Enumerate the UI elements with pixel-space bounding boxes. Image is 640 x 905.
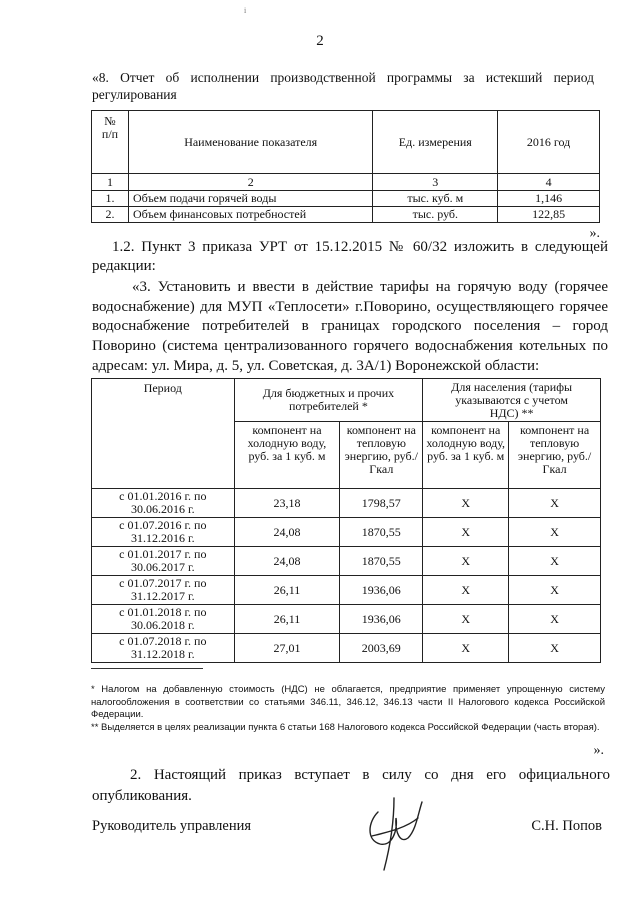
period-end: 31.12.2016 г. [131, 531, 195, 545]
index-cell: 1 [92, 174, 129, 191]
signatory-name: С.Н. Попов [531, 818, 602, 834]
section-8-heading: «8. Отчет об исполнении производственной программы за истекший период [92, 70, 594, 85]
period-cell [92, 576, 235, 605]
row-name: Объем подачи горячей воды [128, 191, 372, 207]
pop-cold-value: Х [423, 605, 509, 634]
footnote-divider [91, 668, 203, 669]
row-value: 122,85 [498, 207, 600, 223]
paragraph-2: 2. Настоящий приказ вступает в силу со дня его официального [130, 767, 610, 783]
period-end: 31.12.2018 г. [131, 647, 195, 661]
period-start: с 01.01.2018 г. по [119, 605, 207, 619]
index-cell: 2 [128, 174, 372, 191]
period-start: с 01.07.2017 г. по [119, 576, 207, 590]
paragraph-1-2-cont: редакции: [92, 258, 156, 274]
index-cell: 4 [498, 174, 600, 191]
pop-cold-value: Х [423, 547, 509, 576]
footnote-1: * Налогом на добавленную стоимость (НДС) не облагается, предприятие применяет упрощенную систему налогообложения в соответствии со статьями 346.11, 346.12, 346.13 части II Налогового кодекса Российской Федерации. [91, 684, 605, 720]
footnote-2: ** Выделяется в целях реализации пункта 6 статьи 168 Налогового кодекса Российской Федерации (часть вторая). [91, 722, 600, 733]
index-cell: 3 [373, 174, 498, 191]
period-cell [92, 547, 235, 576]
heat-value: 2003,69 [340, 634, 423, 663]
heat-value: 1936,06 [340, 605, 423, 634]
pop-heat-value: Х [509, 634, 601, 663]
heat-value: 1870,55 [340, 518, 423, 547]
paragraph-1-2: 1.2. Пункт 3 приказа УРТ от 15.12.2015 № 60/32 изложить в следующей [112, 239, 608, 255]
cold-water-value: 24,08 [234, 518, 340, 547]
period-end: 30.06.2016 г. [131, 502, 195, 516]
subheader-pop-cold: компонент на холодную воду, руб. за 1 куб. м [423, 422, 509, 489]
subheader-budget-cold: компонент на холодную воду, руб. за 1 куб. м [234, 422, 340, 489]
header-unit: Ед. измерения [373, 111, 498, 174]
period-cell [92, 518, 235, 547]
row-value: 1,146 [498, 191, 600, 207]
paragraph-2-cont: опубликования. [92, 788, 192, 804]
period-start: с 01.01.2017 г. по [119, 547, 207, 561]
scan-tick-mark: i [244, 6, 247, 15]
pop-cold-value: Х [423, 634, 509, 663]
closing-quote-2: ». [593, 743, 604, 758]
handwritten-signature [358, 792, 428, 877]
page-number: 2 [316, 33, 324, 49]
heat-value: 1870,55 [340, 547, 423, 576]
tariff-table [91, 378, 601, 663]
cold-water-value: 23,18 [234, 489, 340, 518]
pop-heat-value: Х [509, 576, 601, 605]
pop-heat-value: Х [509, 489, 601, 518]
period-cell [92, 634, 235, 663]
header-period: Период [92, 379, 235, 489]
pop-heat-value: Х [509, 547, 601, 576]
subheader-pop-heat: компонент на тепловую энергию, руб./Гкал [509, 422, 601, 489]
pop-heat-value: Х [509, 518, 601, 547]
row-num: 1. [92, 191, 129, 207]
header-num: № п/п [92, 111, 129, 174]
closing-quote: ». [589, 226, 600, 241]
period-start: с 01.07.2016 г. по [119, 518, 207, 532]
subheader-budget-heat: компонент на тепловую энергию, руб./Гкал [340, 422, 423, 489]
header-name: Наименование показателя [128, 111, 372, 174]
table-row [92, 191, 600, 207]
cold-water-value: 26,11 [234, 605, 340, 634]
heat-value: 1798,57 [340, 489, 423, 518]
table-row [92, 576, 601, 605]
period-end: 30.06.2018 г. [131, 618, 195, 632]
heat-value: 1936,06 [340, 576, 423, 605]
header-year: 2016 год [498, 111, 600, 174]
production-report-table [91, 110, 600, 223]
cold-water-value: 24,08 [234, 547, 340, 576]
cold-water-value: 26,11 [234, 576, 340, 605]
pop-heat-value: Х [509, 605, 601, 634]
table-row [92, 634, 601, 663]
signatory-role: Руководитель управления [92, 818, 252, 834]
row-unit: тыс. куб. м [373, 191, 498, 207]
row-num: 2. [92, 207, 129, 223]
header-population: Для населения (тарифы указываются с учетом НДС) ** [423, 379, 601, 422]
period-end: 30.06.2017 г. [131, 560, 195, 574]
table-row [92, 518, 601, 547]
period-start: с 01.07.2018 г. по [119, 634, 207, 648]
cold-water-value: 27,01 [234, 634, 340, 663]
pop-cold-value: Х [423, 489, 509, 518]
row-unit: тыс. руб. [373, 207, 498, 223]
pop-cold-value: Х [423, 518, 509, 547]
table-row [92, 605, 601, 634]
period-start: с 01.01.2016 г. по [119, 489, 207, 503]
row-name: Объем финансовых потребностей [128, 207, 372, 223]
table-row [92, 207, 600, 223]
period-cell [92, 489, 235, 518]
period-cell [92, 605, 235, 634]
period-end: 31.12.2017 г. [131, 589, 195, 603]
table-row [92, 489, 601, 518]
header-budget: Для бюджетных и прочих потребителей * [234, 379, 423, 422]
table-row [92, 547, 601, 576]
section-8-heading-cont: регулирования [92, 87, 177, 102]
paragraph-3: «3. Установить и ввести в действие тарифы на горячую воду (горячее водоснабжение) для МУП «Теплосети» г.Поворино, осуществляющего горячее водоснабжение потребителей в границах городского поселения – город Поворино (система централизованного горячего водоснабжения котельных по адресам: ул. Мира, д. 5, ул. Советская, д. 3А/1) Воронежской области: [92, 279, 608, 374]
pop-cold-value: Х [423, 576, 509, 605]
